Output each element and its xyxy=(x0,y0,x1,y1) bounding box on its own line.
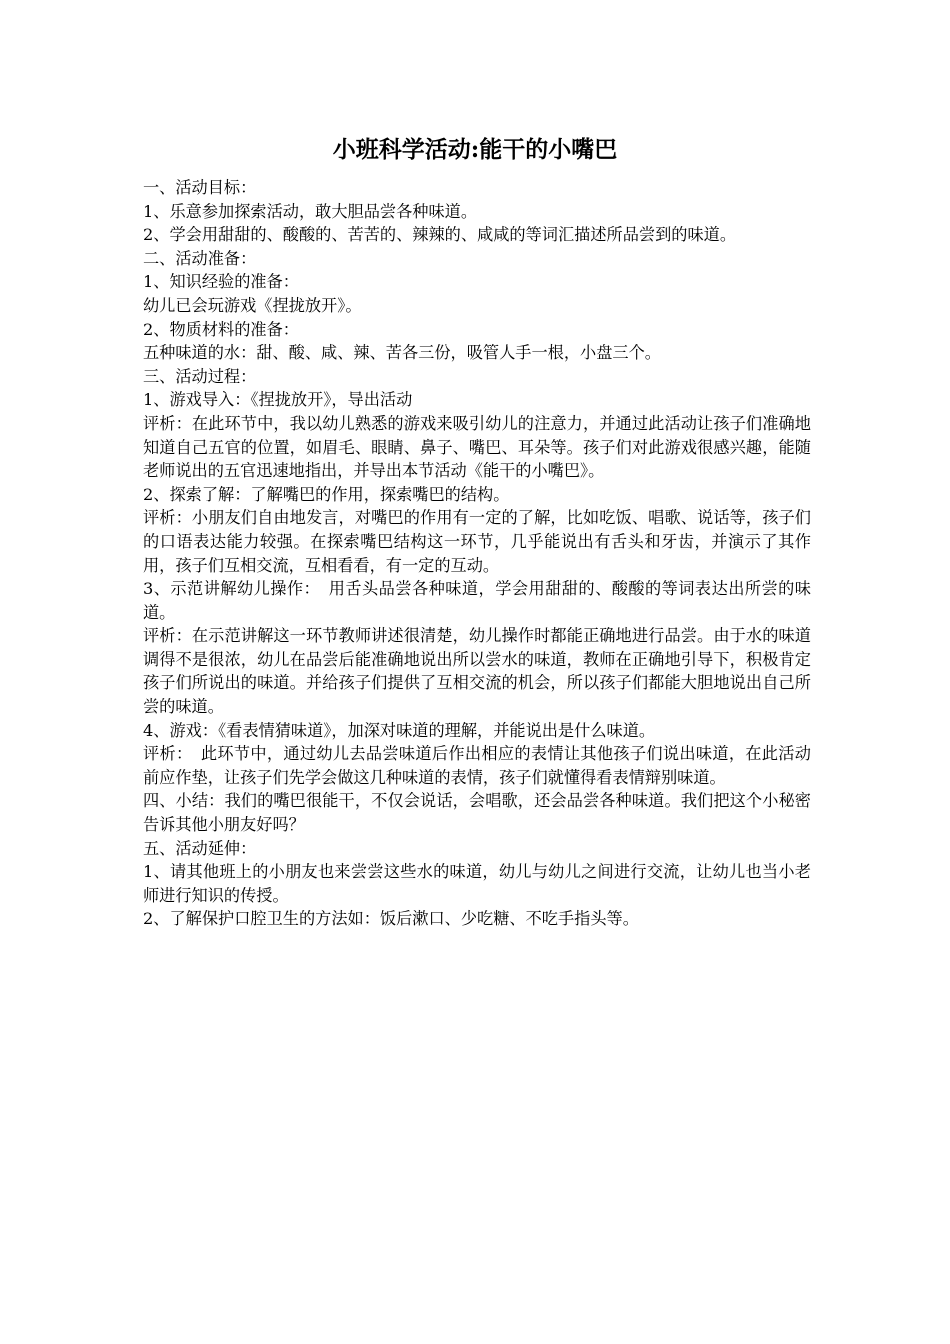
process-step: 4、游戏：《看表情猜味道》，加深对味道的理解，并能说出是什么味道。 xyxy=(143,720,656,740)
process-commentary: 评析：小朋友们自由地发言，对嘴巴的作用有一定的了解，比如吃饭、唱歌、说话等，孩子们的口语表达能力较强。在探索嘴巴结构这一环节，几乎能说出有舌头和牙齿，并演示了其作用，孩子们互相交流，互相看看，有一定的互动。 xyxy=(143,508,811,575)
process-step: 3、示范讲解幼儿操作： 用舌头品尝各种味道，学会用甜甜的、酸酸的等词表达出所尝的味道。 xyxy=(143,579,811,622)
extension-item: 2、了解保护口腔卫生的方法如：饭后漱口、少吃糖、不吃手指头等。 xyxy=(143,909,639,929)
preparation-text: 五种味道的水：甜、酸、咸、辣、苦各三份，吸管人手一根，小盘三个。 xyxy=(143,343,661,363)
objective-item: 1、乐意参加探索活动，敢大胆品尝各种味道。 xyxy=(143,201,478,221)
process-commentary: 评析：在此环节中，我以幼儿熟悉的游戏来吸引幼儿的注意力，并通过此活动让孩子们准确地知道自己五官的位置，如眉毛、眼睛、鼻子、嘴巴、耳朵等。孩子们对此游戏很感兴趣，能随老师说出的五官迅速地指出，并导出本节活动《能干的小嘴巴》。 xyxy=(143,413,811,481)
process-commentary: 评析：在示范讲解这一环节教师讲述很清楚，幼儿操作时都能正确地进行品尝。由于水的味道调得不是很浓，幼儿在品尝后能准确地说出所以尝水的味道，教师在正确地引导下，积极肯定孩子们所说出的味道。并给孩子们提供了互相交流的机会，所以孩子们都能大胆地说出自己所尝的味道。 xyxy=(143,626,811,717)
preparation-text: 幼儿已会玩游戏《捏拢放开》。 xyxy=(143,295,362,315)
objective-item: 2、学会用甜甜的、酸酸的、苦苦的、辣辣的、咸咸的等词汇描述所品尝到的味道。 xyxy=(143,225,737,245)
document-body xyxy=(143,176,811,931)
process-step: 2、探索了解：了解嘴巴的作用，探索嘴巴的结构。 xyxy=(143,484,510,504)
preparation-subheading: 2、物质材料的准备： xyxy=(143,319,299,339)
process-step: 1、游戏导入：《捏拢放开》，导出活动 xyxy=(143,390,413,410)
heading-process: 三、活动过程： xyxy=(143,366,257,386)
heading-extension: 五、活动延伸： xyxy=(143,838,257,858)
process-commentary: 评析： 此环节中，通过幼儿去品尝味道后作出相应的表情让其他孩子们说出味道，在此活动前应作垫，让孩子们先学会做这几种味道的表情，孩子们就懂得看表情辩别味道。 xyxy=(143,744,811,787)
preparation-subheading: 1、知识经验的准备： xyxy=(143,272,299,292)
document-title: 小班科学活动:能干的小嘴巴 xyxy=(332,136,618,163)
summary-paragraph: 四、小结：我们的嘴巴很能干，不仅会说话，会唱歌，还会品尝各种味道。我们把这个小秘密告诉其他小朋友好吗？ xyxy=(143,791,811,835)
extension-item: 1、请其他班上的小朋友也来尝尝这些水的味道，幼儿与幼儿之间进行交流，让幼儿也当小老师进行知识的传授。 xyxy=(143,862,811,905)
heading-preparation: 二、活动准备： xyxy=(143,248,257,268)
heading-objectives: 一、活动目标： xyxy=(143,178,257,197)
